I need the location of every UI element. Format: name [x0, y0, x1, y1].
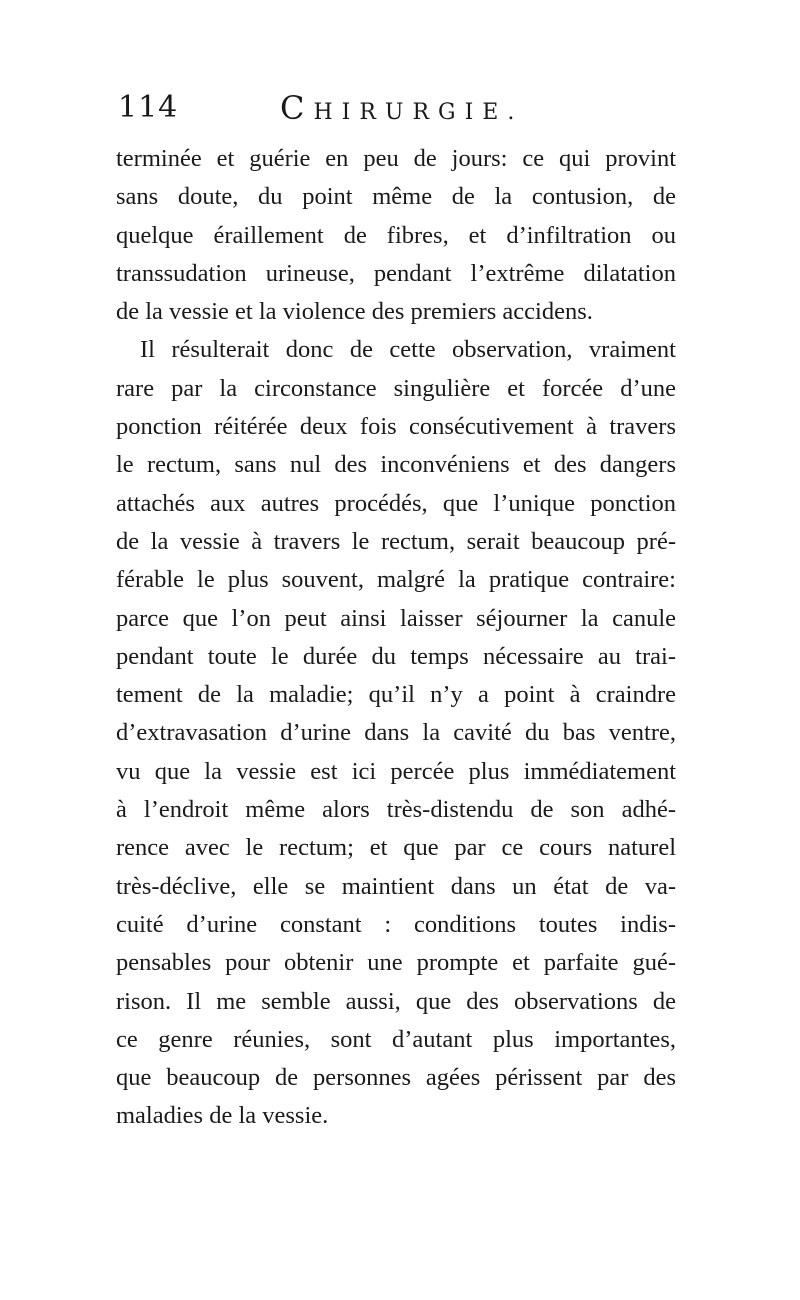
text-line: vu que la vessie est ici percée plus immédiatement [116, 757, 676, 785]
text-line: de la vessie et la violence des premiers accidens. [116, 298, 593, 326]
text-line: attachés aux autres procédés, que l’unique ponction [116, 489, 676, 517]
page-number: 114 [118, 90, 179, 125]
text-line: quelque éraillement de fibres, et d’infiltration ou [116, 221, 676, 249]
text-line: d’extravasation d’urine dans la cavité du bas ventre, [116, 719, 676, 747]
text-line: férable le plus souvent, malgré la pratique contraire: [116, 566, 676, 594]
paragraph-2 [116, 331, 676, 1135]
text-line: que beaucoup de personnes agées périssent par des [116, 1064, 676, 1092]
text-line: le rectum, sans nul des inconvéniens et des dangers [116, 451, 676, 479]
running-head [118, 88, 678, 128]
text-line: pensables pour obtenir une prompte et parfaite gué- [116, 949, 676, 977]
text-line: maladies de la vessie. [116, 1102, 329, 1130]
text-line: ponction réitérée deux fois consécutivement à travers [116, 413, 676, 441]
text-line: rison. Il me semble aussi, que des observations de [116, 987, 676, 1015]
text-line: tement de la maladie; qu’il n’y a point à craindre [116, 681, 676, 709]
text-line: de la vessie à travers le rectum, serait beaucoup pré- [116, 527, 676, 555]
running-title [280, 88, 523, 133]
text-line: terminée et guérie en peu de jours: ce qui provint [116, 145, 676, 172]
text-line: Il résulterait donc de cette observation, vraiment [140, 336, 676, 364]
text-line: à l’endroit même alors très-distendu de son adhé- [116, 796, 676, 824]
paragraph-1 [116, 140, 676, 331]
text-line: très-déclive, elle se maintient dans un état de va- [116, 872, 676, 900]
running-title-initial: C [280, 89, 314, 127]
text-line: sans doute, du point même de la contusion, de [116, 183, 676, 211]
text-line: rence avec le rectum; et que par ce cours naturel [116, 834, 676, 862]
body-text [116, 140, 676, 1136]
text-line: parce que l’on peut ainsi laisser séjourner la canule [116, 604, 676, 632]
text-line: pendant toute le durée du temps nécessaire au trai- [116, 642, 676, 670]
running-title-rest: HIRURGIE. [313, 100, 524, 125]
text-line: rare par la circonstance singulière et forcée d’une [116, 374, 676, 402]
text-line: transsudation urineuse, pendant l’extrême dilatation [116, 259, 676, 287]
text-line: ce genre réunies, sont d’autant plus importantes, [116, 1025, 676, 1053]
text-line: cuité d’urine constant : conditions toutes indis- [116, 910, 676, 938]
